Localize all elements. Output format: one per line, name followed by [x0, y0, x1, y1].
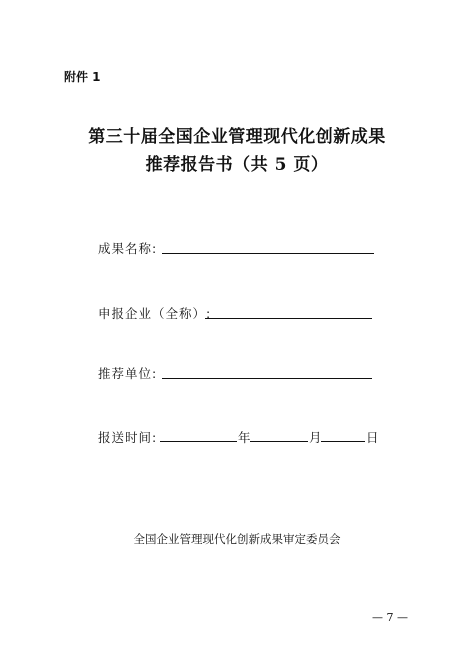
day-blank-line [321, 441, 365, 442]
attachment-label: 附件 1 [64, 70, 101, 84]
day-unit: 日 [366, 430, 380, 445]
year-unit: 年 [238, 430, 252, 445]
report-title-line-2: 推荐报告书（共 5 页） [145, 155, 329, 175]
page-number: — 7 — [372, 611, 408, 624]
month-blank-line [250, 441, 308, 442]
result-name-label: 成果名称: [98, 241, 158, 256]
committee-name: 全国企业管理现代化创新成果审定委员会 [133, 532, 341, 546]
recommender-label: 推荐单位: [98, 366, 158, 381]
recommender-blank-line [162, 378, 372, 379]
submit-time-label: 报送时间: [98, 430, 158, 445]
month-unit: 月 [309, 430, 323, 445]
company-label: 申报企业（全称）: [98, 306, 212, 321]
company-blank-line [205, 318, 372, 319]
result-name-blank-line [162, 253, 374, 254]
year-blank-line [160, 441, 237, 442]
report-title-line-1: 第三十届全国企业管理现代化创新成果 [88, 127, 386, 147]
